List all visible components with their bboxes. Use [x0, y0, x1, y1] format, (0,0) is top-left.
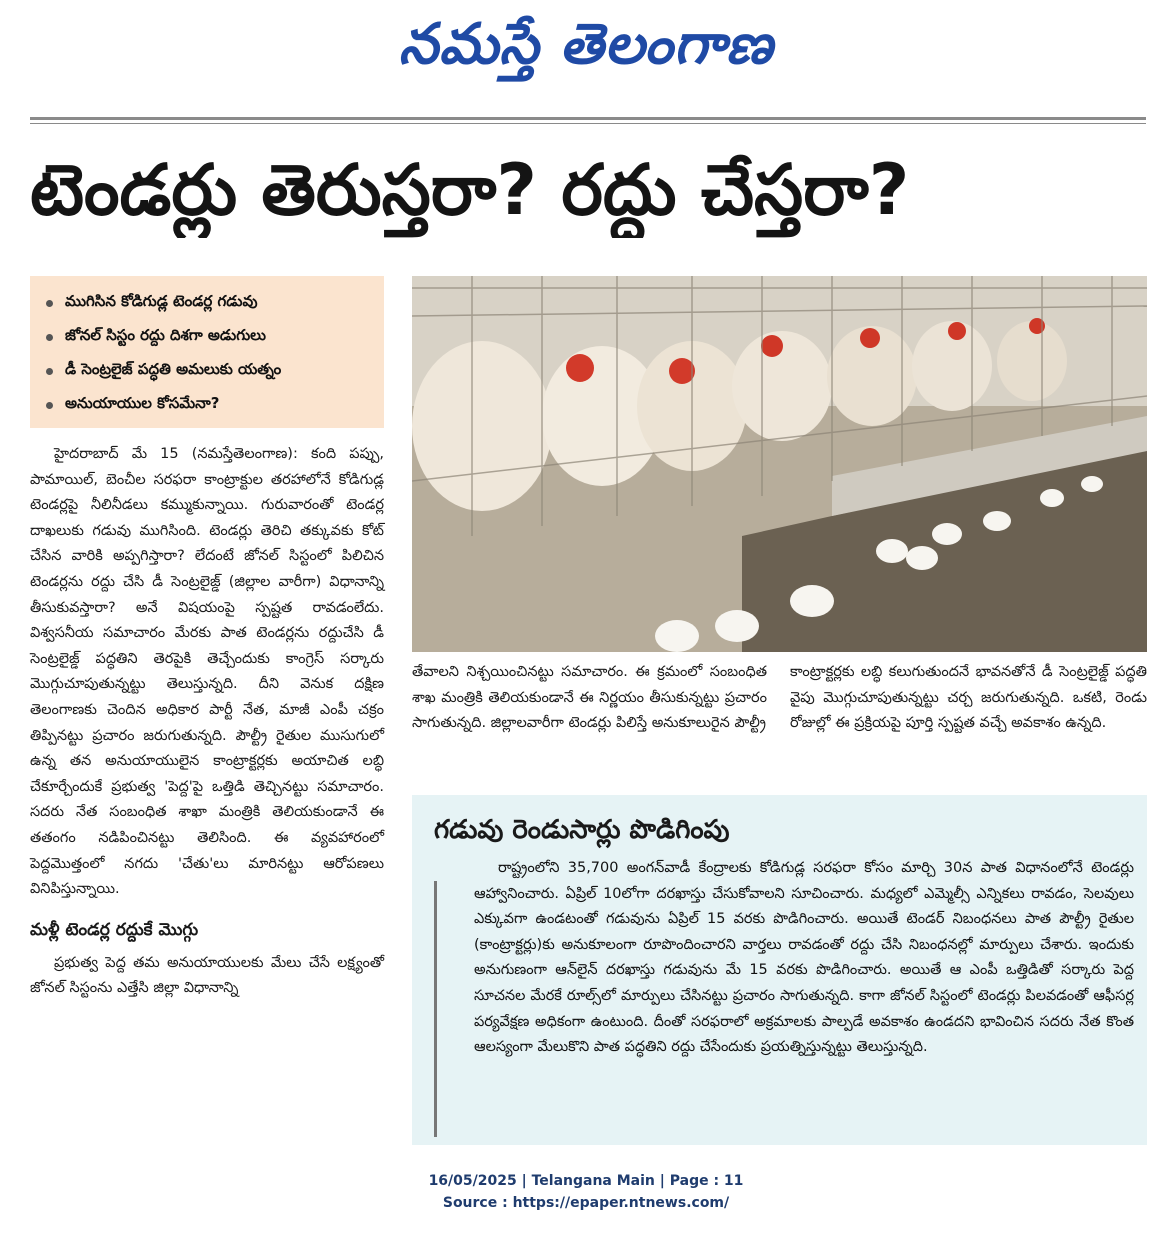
- headline: టెండర్లు తెరుస్తరా? రద్దు చేస్తరా?: [30, 149, 910, 231]
- bullet-icon: [46, 368, 53, 375]
- box-accent-bar: [434, 881, 437, 1137]
- article-paragraph: కాంట్రాక్టర్లకు లబ్ధి కలుగుతుందనే భావనతోనే డీ సెంట్రలైజ్డ్ పద్ధతి వైపు మొగ్గుచూపుతున్నట్టు చర్చ జరుగుతున్నది. ఒకటి, రెండు రోజుల్లో ఈ ప్రక్రియపై పూర్తి స్పష్టత వచ్చే అవకాశం ఉన్నది.: [790, 664, 1147, 732]
- box-paragraph: రాష్ట్రంలోని 35,700 అంగన్‌వాడీ కేంద్రాలకు కోడిగుడ్ల సరఫరా కోసం మార్చి 30న పాత విధానంలోనే టెండర్లు ఆహ్వానించారు. ఏప్రిల్ 10లోగా దరఖాస్తు చేసుకోవాలని సూచించారు. మధ్యలో ఎమ్మెల్సీ ఎన్నికలు రావడం, సెలవులు ఎక్కువగా ఉండటంతో గడువును ఏప్రిల్ 15 వరకు పొడిగించారు. అయితే టెండర్ నిబంధనలు పాత పౌల్ట్రీ రైతుల (కాంట్రాక్టర్లు)కు అనుకూలంగా రూపొందించారని వార్తలు రావడంతో రద్దు చేసి నిబంధనల్లో మార్పులు చేశారు. ఇందుకు అనుగుణంగా ఆన్‌లైన్ దరఖాస్తు గడువును మే 15 వరకు పొడిగించారు. అయితే ఆ ఎంపీ ఒత్తిడితో సర్కారు పెద్ద సూచనల మేరకే రూల్స్‌లో మార్పులు చేసినట్టు ప్రచారం సాగుతున్నది. కాగా జోనల్ సిస్టంలో టెండర్లు పిలవడంతో ఆఫీసర్ల పర్యవేక్షణ అధికంగా ఉంటుంది. దీంతో సరఫరాలో అక్రమాలకు పాల్పడే అవకాశం ఉండదని భావించిన సదరు నేత కొంత ఆలస్యంగా మేలుకొని పాత పద్ధతిని రద్దు చేసేందుకు ప్రయత్నిస్తున్నట్టు తెలుస్తున్నది.: [474, 860, 1134, 1056]
- bullet-icon: [46, 402, 53, 409]
- highlight-item: [46, 286, 376, 320]
- highlight-text: ముగిసిన కోడిగుడ్ల టెండర్ల గడువు: [65, 292, 258, 310]
- box-body: [474, 856, 1134, 1061]
- middle-column: [412, 660, 767, 737]
- bullet-icon: [46, 300, 53, 307]
- divider-rule-thin: [30, 123, 1146, 124]
- left-column: [30, 442, 384, 1002]
- highlight-text: డీ సెంట్రలైజ్ పద్ధతి అమలుకు యత్నం: [65, 360, 282, 378]
- highlight-item: [46, 354, 376, 388]
- article-paragraph: తేవాలని నిశ్చయించినట్టు సమాచారం. ఈ క్రమంలో సంబంధిత శాఖ మంత్రికి తెలియకుండానే ఈ నిర్ణయం తీసుకున్నట్టు ప్రచారం సాగుతున్నది. జిల్లాలవారీగా టెండర్లు పిలిస్తే అనుకూలురైన పౌల్ట్రీ: [412, 664, 767, 732]
- article-paragraph: హైదరాబాద్ మే 15 (నమస్తేతెలంగాణ): కంది పప్పు, పామాయిల్, బెంచీల సరఫరా కాంట్రాక్టుల తరహాలోనే కోడిగుడ్ల టెండర్లపై నీలినీడలు కమ్ముకున్నాయి. గురువారంతో టెండర్ల దాఖలుకు గడువు ముగిసింది. టెండర్లు తెరిచి తక్కువకు కోట్ చేసిన వారికి అప్పగిస్తారా? లేదంటే జోనల్ సిస్టంలో పిలిచిన టెండర్లను రద్దు చేసి డీ సెంట్రలైజ్డ్ (జిల్లాల వారీగా) విధానాన్ని తీసుకువస్తారా? అనే విషయంపై స్పష్టత రావడంలేదు. విశ్వసనీయ సమాచారం మేరకు పాత టెండర్లను రద్దుచేసి డీ సెంట్రలైజ్డ్ పద్ధతిని తెరపైకి తెచ్చేందుకు కాంగ్రెస్ సర్కారు మొగ్గుచూపుతున్నట్టు తెలుస్తున్నది. దీని వెనుక దక్షిణ తెలంగాణకు చెందిన అధికార పార్టీ నేత, మాజీ ఎంపీ చక్రం తిప్పినట్టు ప్రచారం జరుగుతున్నది. పౌల్ట్రీ రైతుల ముసుగులో ఉన్న తన అనుయాయులైన కాంట్రాక్టర్లకు అయాచిత లబ్ధి చేకూర్చేందుకే ప్రభుత్వ 'పెద్ద'పై ఒత్తిడి తెచ్చినట్టు సమాచారం. సదరు నేత సంబంధిత శాఖా మంత్రికి తెలియకుండానే ఈ తతంగం నడిపించినట్టు తెలిసింది. ఈ వ్యవహారంలో పెద్దమొత్తంలో నగదు 'చేతు'లు మారినట్టు ఆరోపణలు వినిపిస్తున్నాయి.: [30, 446, 384, 898]
- divider-rule: [30, 117, 1146, 120]
- masthead-logo: నమస్తే తెలంగాణ: [398, 11, 774, 77]
- article-paragraph: ప్రభుత్వ పెద్ద తమ అనుయాయులకు మేలు చేసే లక్ష్యంతో జోనల్ సిస్టంను ఎత్తేసి జిల్లా విధానాన్ని: [30, 954, 384, 997]
- footer-source-link[interactable]: Source : https://epaper.ntnews.com/: [442, 1195, 730, 1211]
- highlights-box: [30, 276, 384, 428]
- box-title: గడువు రెండుసార్లు పొడిగింపు: [434, 815, 730, 845]
- highlight-item: [46, 320, 376, 354]
- highlight-text: అనుయాయుల కోసమేనా?: [65, 394, 220, 412]
- bullet-icon: [46, 334, 53, 341]
- highlight-item: [46, 388, 376, 422]
- highlight-text: జోనల్ సిస్టం రద్దు దిశగా అడుగులు: [65, 326, 266, 344]
- hens-in-cages-image: [412, 276, 1147, 652]
- page-footer: [0, 1170, 1172, 1214]
- sidebar-box: [412, 795, 1147, 1145]
- section-subhead: మళ్లీ టెండర్ల రద్దుకే మొగ్గు: [30, 919, 199, 940]
- right-column: [790, 660, 1147, 737]
- footer-date-line: 16/05/2025 | Telangana Main | Page : 11: [428, 1173, 744, 1189]
- poultry-photo: [412, 276, 1147, 652]
